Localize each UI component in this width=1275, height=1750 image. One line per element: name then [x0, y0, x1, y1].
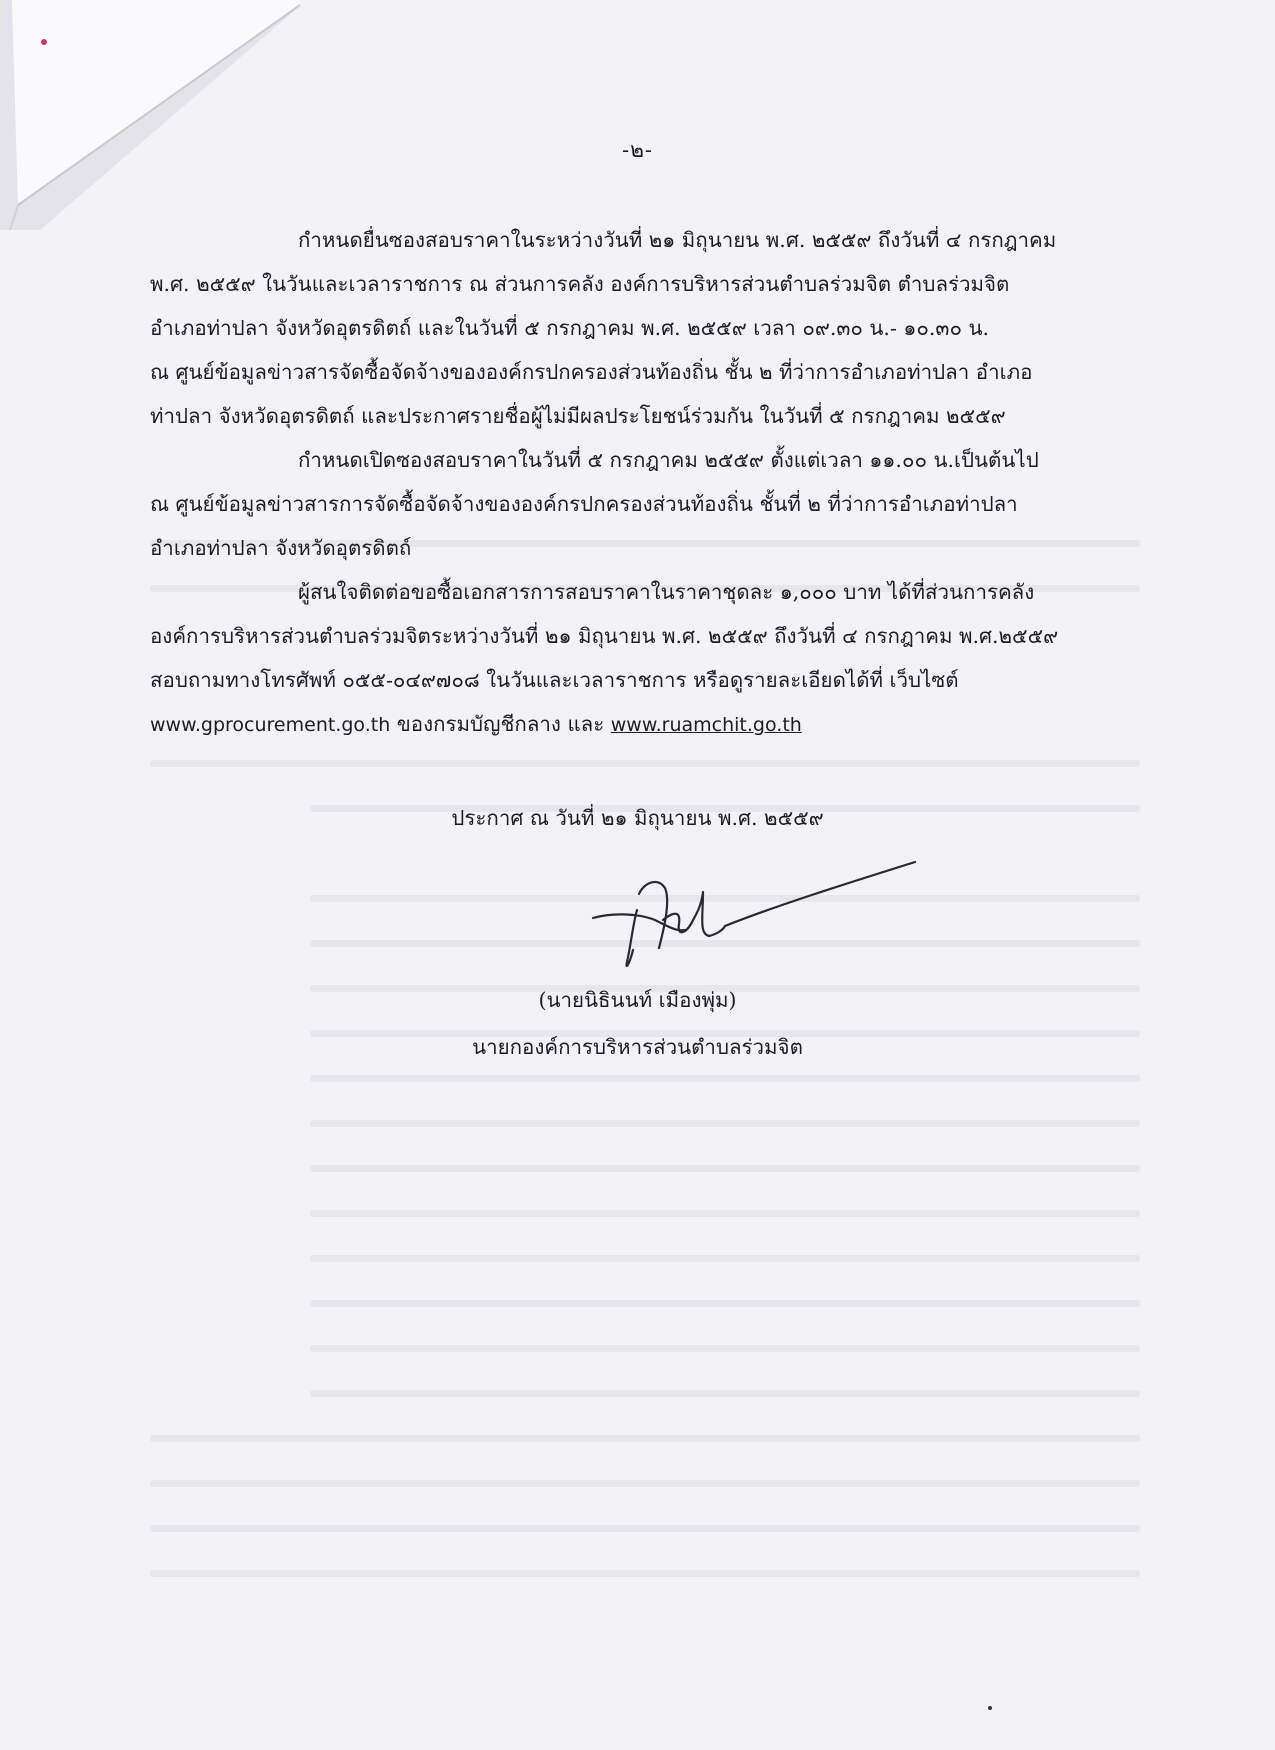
paragraph-line: กำหนดยื่นซองสอบราคาในระหว่างวันที่ ๒๑ มิถุนายน พ.ศ. ๒๕๕๙ ถึงวันที่ ๔ กรกฎาคม [298, 228, 1057, 252]
bleed-through-line [150, 1480, 1140, 1487]
signature-mark [585, 850, 920, 985]
paragraph-line: ผู้สนใจติดต่อขอซื้อเอกสารการสอบราคาในราคาชุดละ ๑,๐๐๐ บาท ได้ที่ส่วนการคลัง [298, 580, 1035, 604]
folded-corner [0, 0, 300, 230]
bleed-through-line [310, 1345, 1140, 1352]
body-text [150, 218, 1137, 747]
signer-name: (นายนิธินนท์ เมืองพุ่ม) [538, 988, 737, 1012]
paragraph-line: พ.ศ. ๒๕๕๙ ในวันและเวลาราชการ ณ ส่วนการคลัง องค์การบริหารส่วนตำบลร่วมจิต ตำบลร่วมจิต [150, 272, 1010, 296]
gprocurement-link[interactable]: www.gprocurement.go.th [150, 714, 391, 736]
bleed-through-line [310, 1165, 1140, 1172]
paragraph-line: ณ ศูนย์ข้อมูลข่าวสารจัดซื้อจัดจ้างขององค์กรปกครองส่วนท้องถิ่น ชั้น ๒ ที่ว่าการอำเภอท่าปลา อำเภอ [150, 360, 1033, 384]
paragraph-line: ท่าปลา จังหวัดอุตรดิตถ์ และประกาศรายชื่อผู้ไม่มีผลประโยชน์ร่วมกัน ในวันที่ ๕ กรกฎาคม ๒๕๕๙ [150, 404, 1006, 428]
ruamchit-link[interactable]: www.ruamchit.go.th [610, 714, 802, 736]
bleed-through-line [150, 1435, 1140, 1442]
paragraph-line: อำเภอท่าปลา จังหวัดอุตรดิตถ์ และในวันที่ ๕ กรกฎาคม พ.ศ. ๒๕๕๙ เวลา ๐๙.๓๐ น.- ๑๐.๓๐ น. [150, 316, 990, 340]
paragraph-contact-info [150, 570, 1137, 747]
bleed-through-line [150, 1570, 1140, 1577]
bleed-through-line [310, 1390, 1140, 1397]
paragraph-line: อำเภอท่าปลา จังหวัดอุตรดิตถ์ [150, 536, 412, 560]
bleed-through-line [310, 1255, 1140, 1262]
signer-title: นายกองค์การบริหารส่วนตำบลร่วมจิต [472, 1035, 803, 1059]
paragraph-line: สอบถามทางโทรศัพท์ ๐๕๕-๐๔๙๗๐๘ ในวันและเวลาราชการ หรือดูรายละเอียดได้ที่ เว็บไซต์ [150, 668, 959, 692]
announcement-date: ประกาศ ณ วันที่ ๒๑ มิถุนายน พ.ศ. ๒๕๕๙ [451, 806, 824, 830]
paragraph-submission-schedule [150, 218, 1137, 438]
websites-connector-text: ของกรมบัญชีกลาง และ [390, 712, 611, 736]
bleed-through-line [310, 1210, 1140, 1217]
page-number: -๒- [621, 138, 654, 162]
paragraph-line: องค์การบริหารส่วนตำบลร่วมจิตระหว่างวันที่ ๒๑ มิถุนายน พ.ศ. ๒๕๕๙ ถึงวันที่ ๔ กรกฎาคม พ.ศ.๒๕๕๙ [150, 624, 1059, 648]
paragraph-opening-schedule [150, 438, 1137, 570]
paragraph-line: กำหนดเปิดซองสอบราคาในวันที่ ๕ กรกฎาคม ๒๕๕๙ ตั้งแต่เวลา ๑๑.๐๐ น.เป็นต้นไป [298, 448, 1039, 472]
paragraph-line: ณ ศูนย์ข้อมูลข่าวสารการจัดซื้อจัดจ้างขององค์กรปกครองส่วนท้องถิ่น ชั้นที่ ๒ ที่ว่าการอำเภอท่าปลา [150, 492, 1018, 516]
ink-speck [988, 1706, 992, 1710]
bleed-through-line [310, 1300, 1140, 1307]
bleed-through-line [310, 1075, 1140, 1082]
bleed-through-line [150, 760, 1140, 767]
bleed-through-line [310, 1120, 1140, 1127]
paragraph-line-websites [150, 702, 1137, 747]
bleed-through-line [150, 1525, 1140, 1532]
